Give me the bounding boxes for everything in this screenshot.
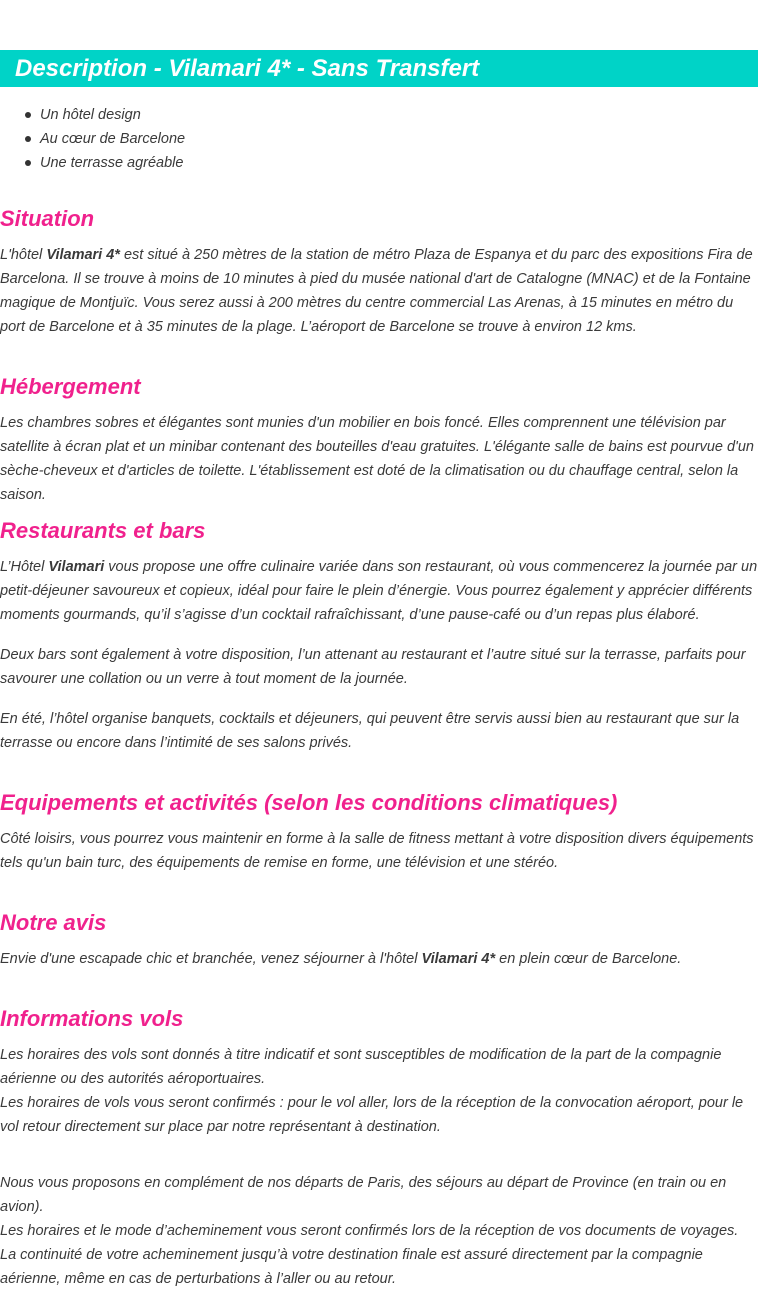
section-heading: Hébergement <box>0 374 141 399</box>
highlight-text: Un hôtel design <box>40 107 141 123</box>
text-line: Nous vous proposons en complément de nos départs de Paris, des séjours au départ de Province (en train ou en avion). <box>0 1175 727 1215</box>
section-heading: Equipements et activités (selon les conditions climatiques) <box>0 790 618 815</box>
section-paragraph <box>0 1043 758 1291</box>
section-heading: Notre avis <box>0 910 107 935</box>
hotel-name: Vilamari 4* <box>46 247 120 263</box>
list-item <box>0 103 185 127</box>
section-paragraph: Côté loisirs, vous pourrez vous maintenir en forme à la salle de fitness mettant à votre disposition divers équipements tels qu'un bain turc, des équipements de remise en forme, une télévision et une stéréo. <box>0 831 754 871</box>
page-title: Description - Vilamari 4* - Sans Transfert <box>15 55 480 82</box>
text-run: Envie d'une escapade chic et branchée, venez séjourner à l'hôtel <box>0 951 422 967</box>
section-heading: Informations vols <box>0 1006 184 1031</box>
hotel-name: Vilamari 4* <box>421 951 496 967</box>
list-item <box>0 127 185 151</box>
text-line: La continuité de votre acheminement jusqu’à votre destination finale est assuré directement par la compagnie aérienne, même en cas de perturbations à l’aller ou au retour. <box>0 1247 703 1287</box>
highlight-text: Une terrasse agréable <box>40 155 184 171</box>
section-avis <box>0 907 758 971</box>
text-run: vous propose une offre culinaire variée dans son restaurant, où vous commencerez la journée par un petit-déjeuner savoureux et copieux, idéal pour faire le plein d’énergie. Vous pourrez également y apprécier différents moments gourmands, qu’il s’agisse d’un cocktail rafraîchissant, d’une pause-café ou d’un repas plus élaboré. <box>0 559 758 623</box>
highlight-text: Au cœur de Barcelone <box>40 131 186 147</box>
section-vols <box>0 1003 758 1291</box>
text-line: Les horaires des vols sont donnés à titre indicatif et sont susceptibles de modification de la part de la compagnie aérienne ou des autorités aéroportuaires. <box>0 1047 722 1087</box>
text-line: Les horaires de vols vous seront confirmés : pour le vol aller, lors de la réception de la convocation aéroport, pour le vol retour directement sur place par notre représentant à destination. <box>0 1095 744 1135</box>
title-bar <box>0 50 758 87</box>
section-paragraph: Les chambres sobres et élégantes sont munies d'un mobilier en bois foncé. Elles comprennent une télévision par satellite à écran plat et un minibar contenant des bouteilles d'eau gratuites. L'élégante salle de bains est pourvue d'un sèche-cheveux et d'articles de toilette. L'établissement est doté de la climatisation ou du chauffage central, selon la saison. <box>0 415 754 503</box>
bullet-icon <box>25 112 31 118</box>
section-paragraph <box>0 243 758 339</box>
text-run: en plein cœur de Barcelone. <box>495 951 682 967</box>
text-run: L'hôtel <box>0 247 47 263</box>
section-equipements <box>0 787 758 875</box>
section-heading: Restaurants et bars <box>0 518 206 543</box>
bullet-icon <box>25 160 31 166</box>
highlights-list <box>0 103 185 175</box>
section-situation <box>0 203 758 339</box>
text-run: est situé à 250 mètres de la station de métro Plaza de Espanya et du parc des expositions Fira de Barcelona. Il se trouve à moins de 10 minutes à pied du musée national d'art de Catalogne (MNAC) et de la Fontaine magique de Montjuïc. Vous serez aussi à 200 mètres du centre commercial Las Arenas, à 15 minutes en métro du port de Barcelone et à 35 minutes de la plage. L’aéroport de Barcelone se trouve à environ 12 kms. <box>0 247 753 335</box>
section-paragraph <box>0 947 758 971</box>
section-paragraph <box>0 555 758 627</box>
text-run: L’Hôtel <box>0 559 49 575</box>
section-paragraph: En été, l’hôtel organise banquets, cocktails et déjeuners, qui peuvent être servis aussi bien au restaurant que sur la terrasse ou encore dans l’intimité de ses salons privés. <box>0 711 740 751</box>
hotel-name: Vilamari <box>48 559 105 575</box>
section-paragraph: Deux bars sont également à votre disposition, l’un attenant au restaurant et l’autre situé sur la terrasse, parfaits pour savourer une collation ou un verre à tout moment de la journée. <box>0 647 746 687</box>
text-line: Les horaires et le mode d’acheminement vous seront confirmés lors de la réception de vos documents de voyages. <box>0 1223 739 1239</box>
section-restaurants <box>0 515 758 755</box>
bullet-icon <box>25 136 31 142</box>
section-hebergement <box>0 371 758 507</box>
section-heading: Situation <box>0 206 95 231</box>
list-item <box>0 151 185 175</box>
